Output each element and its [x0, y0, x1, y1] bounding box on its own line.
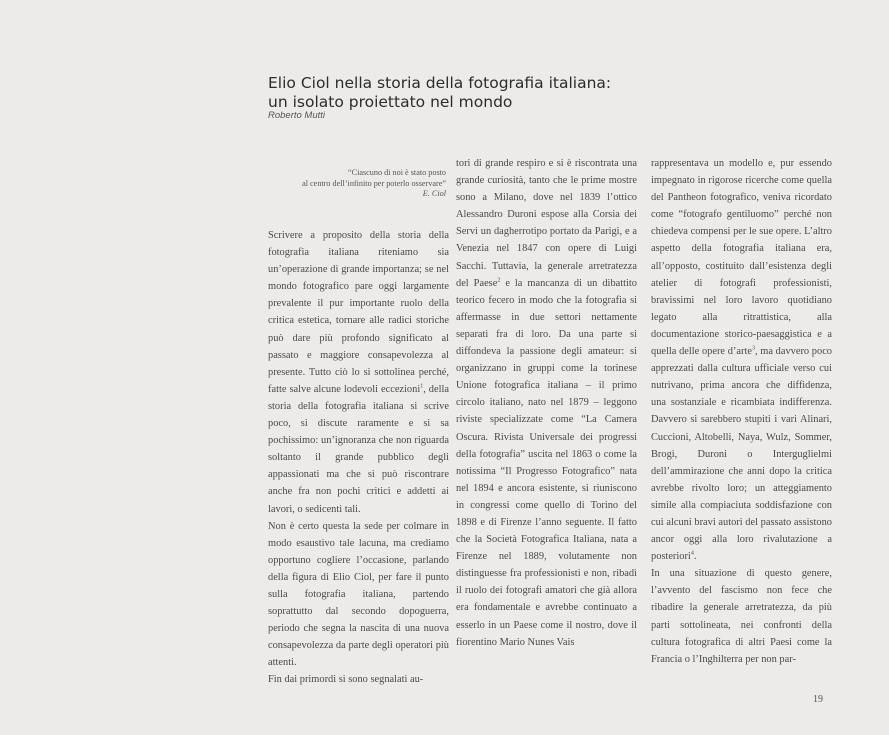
text-run: , ma davvero poco apprezzati dalla cultura ufficiale verso cui nutrivano, prima ancora che diffidenza, una sostanziale e ricambiata indifferenza. Davvero si sarebbero stupiti i vari Alinari, Cuccioni, Altobelli, Naya, Wulz, Sommer, Brogi, Duroni o Interguglielmi dell’ammirazione che anni dopo la critica avrebbe rivolto loro; un atteggiamento simile alla compiaciuta soddisfazione con cui alcuni bravi autori del passato assistono ancor oggi alla loro rivalutazione a posteriori: [651, 346, 832, 563]
text-run: rappresentava un modello e, pur essendo impegnato in rigorose ricerche come quella del Pantheon fotografico, veniva ricordato come “fotografo gentiluomo” perché non chiedeva compensi per le sue opere. L’altro aspetto della fotografia italiana era, all’opposto, costituito dall’esistenza degli atelier di fotografi professionisti, bravissimi nel loro lavoro quotidiano legato alla ritrattistica, alla documentazione storico-paesaggistica e a quella delle opere d’arte: [651, 158, 832, 358]
epigraph-line-1: “Ciascuno di noi è stato posto: [347, 168, 446, 177]
text-run: tori di grande respiro e si è riscontrata una grande curiosità, tanto che le prime mostre sono a Milano, dove nel 1839 l’ottico Alessandro Duroni espose alla Corsia dei Servi un dagherrotipo portato da Parigi, e a Venezia nel 1847 con opere di Luigi Sacchi. Tuttavia, la generale arretratezza del Paese: [456, 158, 637, 289]
text-run: Scrivere a proposito della storia della fotografia italiana riteniamo sia un’operazione di grande importanza; se nel mondo fotografico pare oggi largamente prevalente il pur importante ruolo della critica estetica, tornare alle radici storiche può dare più profondo significato al passato e maggiore consapevolezza al presente. Tutto ciò lo si sottolinea perché, fatte salve alcune lodevoli eccezioni: [268, 230, 449, 395]
epigraph-line-2: al centro dell’infinito per poterlo osservare”: [302, 178, 446, 188]
paragraph: [268, 227, 449, 518]
paragraph: In una situazione di questo genere, l’avvento del fascismo non fece che ribadire la generale arretratezza, da più parti sottolineata, nei confronti della cultura fotografica di altri Paesi come la Francia o l’Inghilterra per non par-: [651, 568, 832, 665]
paragraph: [456, 155, 637, 651]
footnote-ref: 4: [690, 550, 694, 557]
paragraph: Fin dai primordi si sono segnalati au-: [268, 674, 424, 686]
epigraph-attribution: E. Ciol: [422, 189, 446, 199]
footnote-ref: 2: [497, 277, 501, 284]
footnote-ref: 3: [751, 345, 755, 352]
text-run: , della storia della fotografia italiana si scrive poco, si discute raramente e si sa pochissimo: un’ignoranza che non riguarda soltanto il grande pubblico degli appassionati ma che si può riscontrare anche fra non pochi critici e addetti ai lavori, o sedicenti tali.: [268, 383, 449, 515]
page-number: 19: [813, 694, 823, 705]
author-name: Roberto Mutti: [268, 110, 326, 121]
epigraph: [268, 168, 446, 200]
paragraph: [651, 155, 832, 565]
article-title: [268, 74, 688, 112]
text-column-1: [268, 227, 449, 689]
footnote-ref: 1: [420, 383, 424, 390]
text-column-3: [651, 155, 832, 668]
text-column-2: [456, 155, 637, 651]
title-line-2: un isolato proiettato nel mondo: [268, 93, 513, 111]
text-run: .: [693, 551, 697, 563]
text-run: e la mancanza di un dibattito teorico fecero in modo che la fotografia si affermasse in due settori nettamente separati fra di loro. Da una parte si diffondeva la passione degli amateur: si organizzano in gruppi come la torinese Unione fotografica italiana – il primo circolo italiano, nato nel 1879 – leggono riviste specializzate come “La Camera Oscura. Rivista Universale dei progressi della fotografia” uscita nel 1863 o come la notissima “Il Progresso Fotografico” nata nel 1894 e ancora esistente, si riuniscono in congressi come quello di Torino del 1898 e di Firenze l’anno seguente. Il fatto che la Società Fotografica Italiana, nata a Firenze nel 1889, volutamente non distinguesse fra professionisti e non, ribadì il ruolo dei fotografi amatori che già allora era fondamentale e avrebbe continuato a esserlo in un Paese come il nostro, dove il fiorentino Mario Nunes Vais: [456, 277, 637, 648]
paragraph: Non è certo questa la sede per colmare in modo esaustivo tale lacuna, ma crediamo opportuno cogliere l’occasione, parlando della figura di Elio Ciol, per fare il punto sulla fotografia italiana, partendo soprattutto dal secondo dopoguerra, periodo che segna la nascita di una nuova consapevolezza da parte degli operatori più attenti.: [268, 520, 449, 669]
title-line-1: Elio Ciol nella storia della fotografia italiana:: [268, 74, 612, 92]
